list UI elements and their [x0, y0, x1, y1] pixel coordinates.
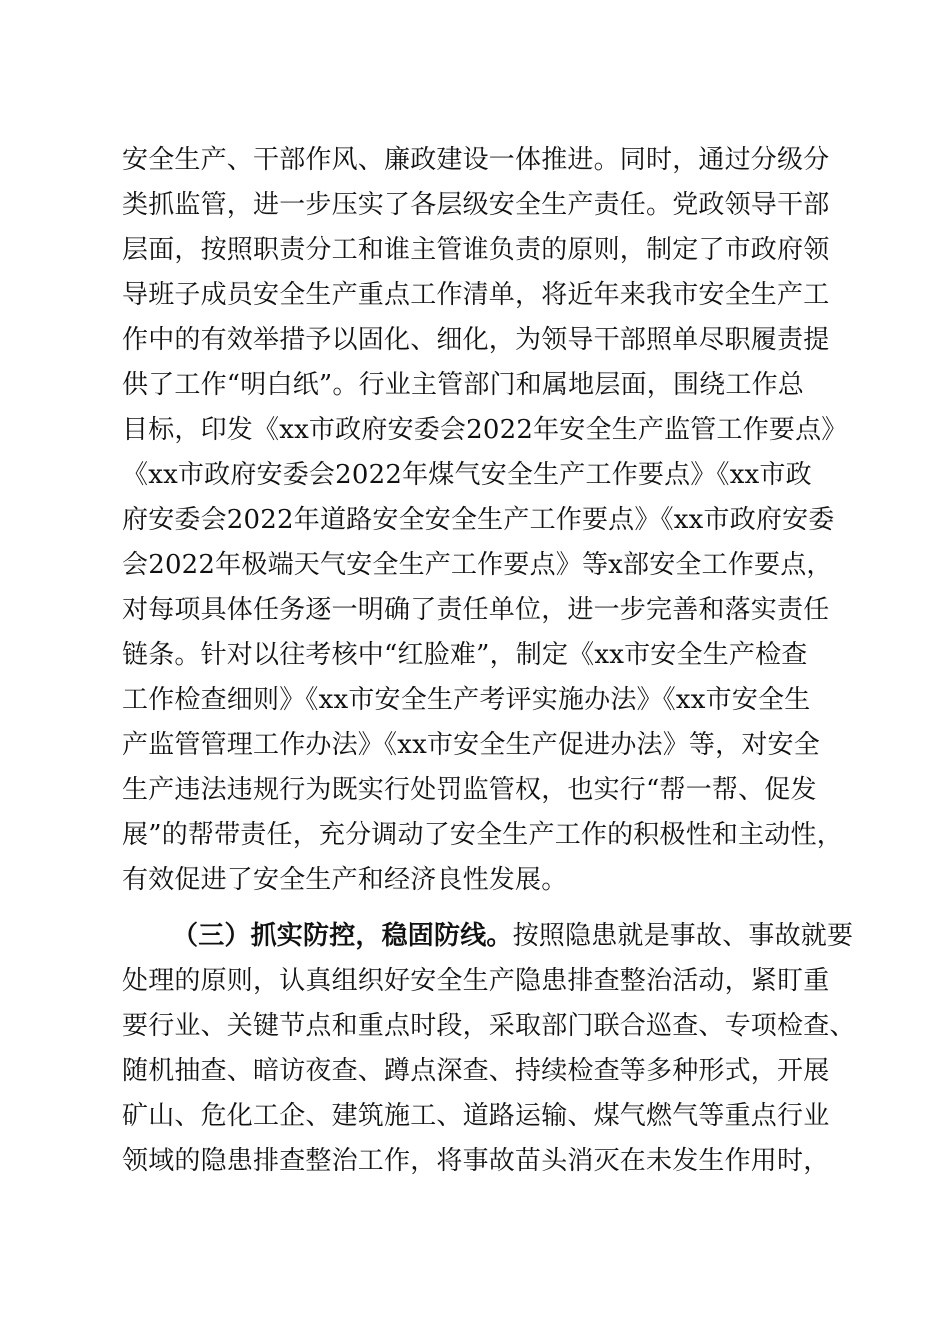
text-line: 生产违法违规行为既实行处罚监管权，也实行“帮一帮、促发	[122, 775, 817, 805]
text-line: 随机抽查、暗访夜查、蹲点深查、持续检查等多种形式，开展	[122, 1056, 830, 1086]
text-line: 会2022年极端天气安全生产工作要点》等x部安全工作要点，	[122, 550, 833, 580]
text-line: 府安委会2022年道路安全安全生产工作要点》《xx市政府安委	[122, 505, 835, 535]
text-line: 链条。针对以往考核中“红脸难”，制定《xx市安全生产检查	[122, 640, 808, 670]
text-line: 供了工作“明白纸”。行业主管部门和属地层面，围绕工作总	[122, 370, 804, 400]
text-line: 《xx市政府安委会2022年煤气安全生产工作要点》《xx市政	[122, 460, 812, 490]
text-line: 展”的帮带责任，充分调动了安全生产工作的积极性和主动性，	[122, 820, 843, 850]
text-line: 有效促进了安全生产和经济良性发展。	[122, 865, 568, 895]
text-line: 安全生产、干部作风、廉政建设一体推进。同时，通过分级分	[122, 145, 830, 175]
text-line: 类抓监管，进一步压实了各层级安全生产责任。党政领导干部	[122, 190, 830, 220]
section-3-first-line-text: 按照隐患就是事故、事故就要	[512, 921, 854, 951]
text-line: 处理的原则，认真组织好安全生产隐患排查整治活动，紧盯重	[122, 966, 830, 996]
text-line: 层面，按照职责分工和谁主管谁负责的原则，制定了市政府领	[122, 235, 830, 265]
text-line: 领域的隐患排查整治工作，将事故苗头消灭在未发生作用时，	[122, 1146, 830, 1176]
text-line: 对每项具体任务逐一明确了责任单位，进一步完善和落实责任	[122, 595, 830, 625]
section-3-first-line	[172, 914, 853, 958]
section-3-heading: （三）抓实防控，稳固防线。	[172, 921, 513, 951]
text-line: 工作检查细则》《xx市安全生产考评实施办法》《xx市安全生	[122, 685, 811, 715]
text-line: 导班子成员安全生产重点工作清单，将近年来我市安全生产工	[122, 280, 830, 310]
text-line: 目标，印发《xx市政府安委会2022年安全生产监管工作要点》	[122, 415, 848, 445]
text-line: 要行业、关键节点和重点时段，采取部门联合巡查、专项检查、	[122, 1011, 856, 1041]
text-line: 产监管管理工作办法》《xx市安全生产促进办法》等，对安全	[122, 730, 820, 760]
text-line: 作中的有效举措予以固化、细化，为领导干部照单尽职履责提	[122, 325, 830, 355]
text-line: 矿山、危化工企、建筑施工、道路运输、煤气燃气等重点行业	[122, 1101, 830, 1131]
